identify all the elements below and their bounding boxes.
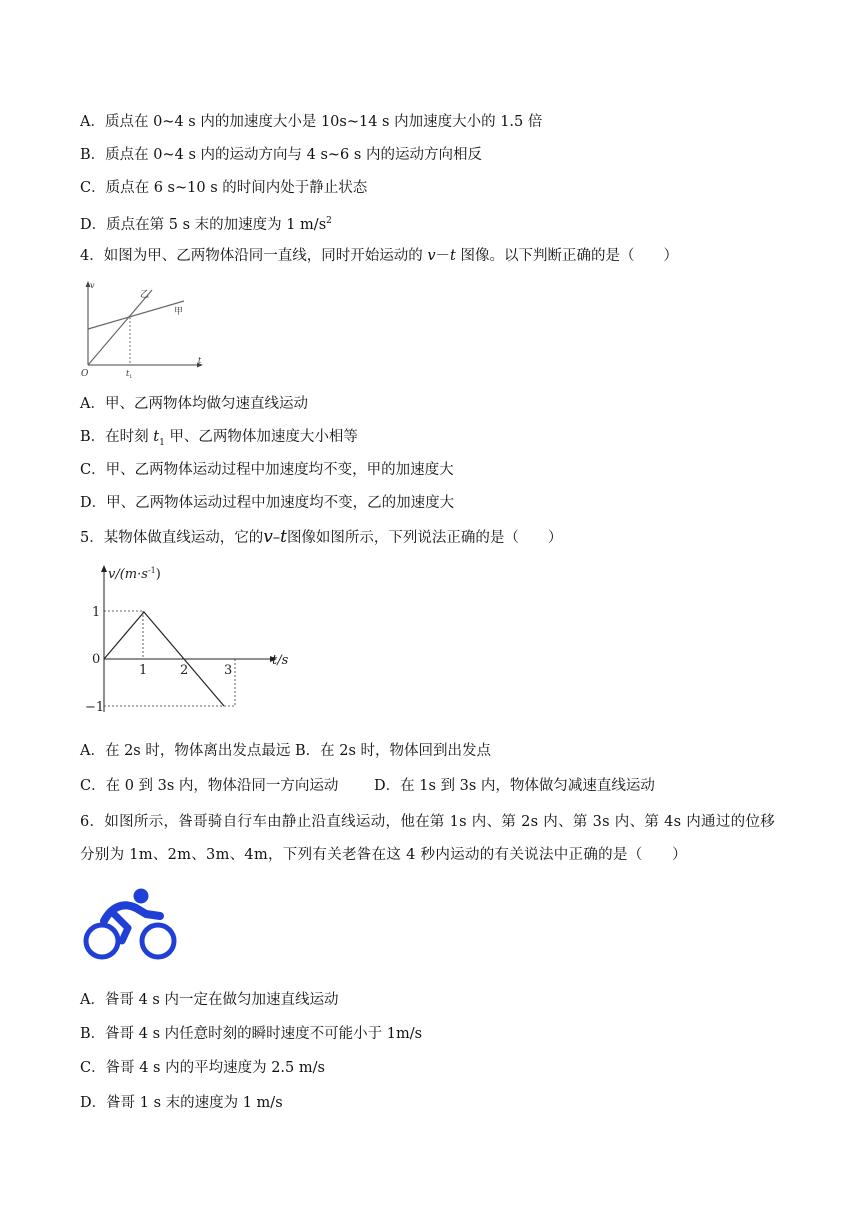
- q4-option-a: A．甲、乙两物体均做匀速直线运动: [80, 396, 308, 412]
- q3-option-a: A．质点在 0~4 s 内的加速度大小是 10s~14 s 内加速度大小的 1.5 倍: [80, 114, 543, 130]
- q3-option-d: D．质点在第 5 s 末的加速度为 1 $m/s^2$: [80, 216, 332, 233]
- q5-stem: 5．某物体做直线运动，它的v–t图像如图所示，下列说法正确的是（ ）: [80, 527, 563, 547]
- q5-x-tick-2: 2: [180, 663, 189, 678]
- q5-option-d: D．在 1s 到 3s 内，物体做匀减速直线运动: [374, 778, 655, 794]
- q5-x-label: t/s: [272, 653, 289, 668]
- q4-origin-label: O: [81, 369, 89, 379]
- q3-option-c: C．质点在 6 s~10 s 的时间内处于静止状态: [80, 180, 368, 196]
- q5-vt-graph: [84, 562, 294, 722]
- q4-v-label: v: [90, 281, 95, 290]
- q6-option-b: B．昝哥 4 s 内任意时刻的瞬时速度不可能小于 1m/s: [80, 1026, 423, 1042]
- q5-v-axis-arrow: [101, 565, 107, 572]
- q4-jia-line: [88, 301, 184, 329]
- q5-tick-0: 0: [92, 652, 101, 667]
- q5-x-tick-3: 3: [224, 663, 233, 678]
- q4-jia-label: 甲: [174, 307, 184, 317]
- q4-option-c: C．甲、乙两物体运动过程中加速度均不变，甲的加速度大: [80, 462, 454, 478]
- cyclist-icon: [82, 884, 182, 964]
- q4-option-b: B．在时刻 $t_1$ 甲、乙两物体加速度大小相等: [80, 429, 358, 448]
- q6-option-c: C．昝哥 4 s 内的平均速度为 2.5 m/s: [80, 1060, 325, 1076]
- q5-y-label: $v/(m\cdot s^{-1})$: [108, 566, 161, 582]
- q4-t-label: t: [198, 356, 202, 365]
- q5-tick-1: 1: [92, 605, 101, 620]
- q6-stem: 6．如图所示，昝哥骑自行车由静止沿直线运动，他在第 1s 内、第 2s 内、第 3s 内、第 4s 内通过的位移分别为 1m、2m、3m、4m，下列有关老昝在这 4 秒内运动的有关说法中正确的是（ ）: [80, 814, 776, 863]
- q5-x-tick-1: 1: [139, 663, 148, 678]
- q6-option-a: A．昝哥 4 s 内一定在做匀加速直线运动: [80, 992, 339, 1008]
- q5-option-c: C．在 0 到 3s 内，物体沿同一方向运动: [80, 778, 339, 794]
- q4-stem: 4．如图为甲、乙两物体沿同一直线，同时开始运动的 v－t 图像。以下判断正确的是（ ）: [80, 248, 678, 264]
- q5-option-ab: A．在 2s 时，物体离出发点最远 B．在 2s 时，物体回到出发点: [80, 743, 492, 759]
- q5-tick-m1: −1: [85, 700, 105, 715]
- q4-option-d: D．甲、乙两物体运动过程中加速度均不变，乙的加速度大: [80, 495, 455, 511]
- q4-t1-label: $t_1$: [126, 369, 133, 380]
- q4-yi-line: [88, 290, 152, 365]
- q3-option-b: B．质点在 0~4 s 内的运动方向与 4 s~6 s 内的运动方向相反: [80, 147, 482, 163]
- q4-vt-graph: [80, 280, 210, 380]
- q4-yi-label: 乙: [140, 290, 150, 300]
- q6-option-d: D．昝哥 1 s 末的速度为 1 m/s: [80, 1095, 283, 1111]
